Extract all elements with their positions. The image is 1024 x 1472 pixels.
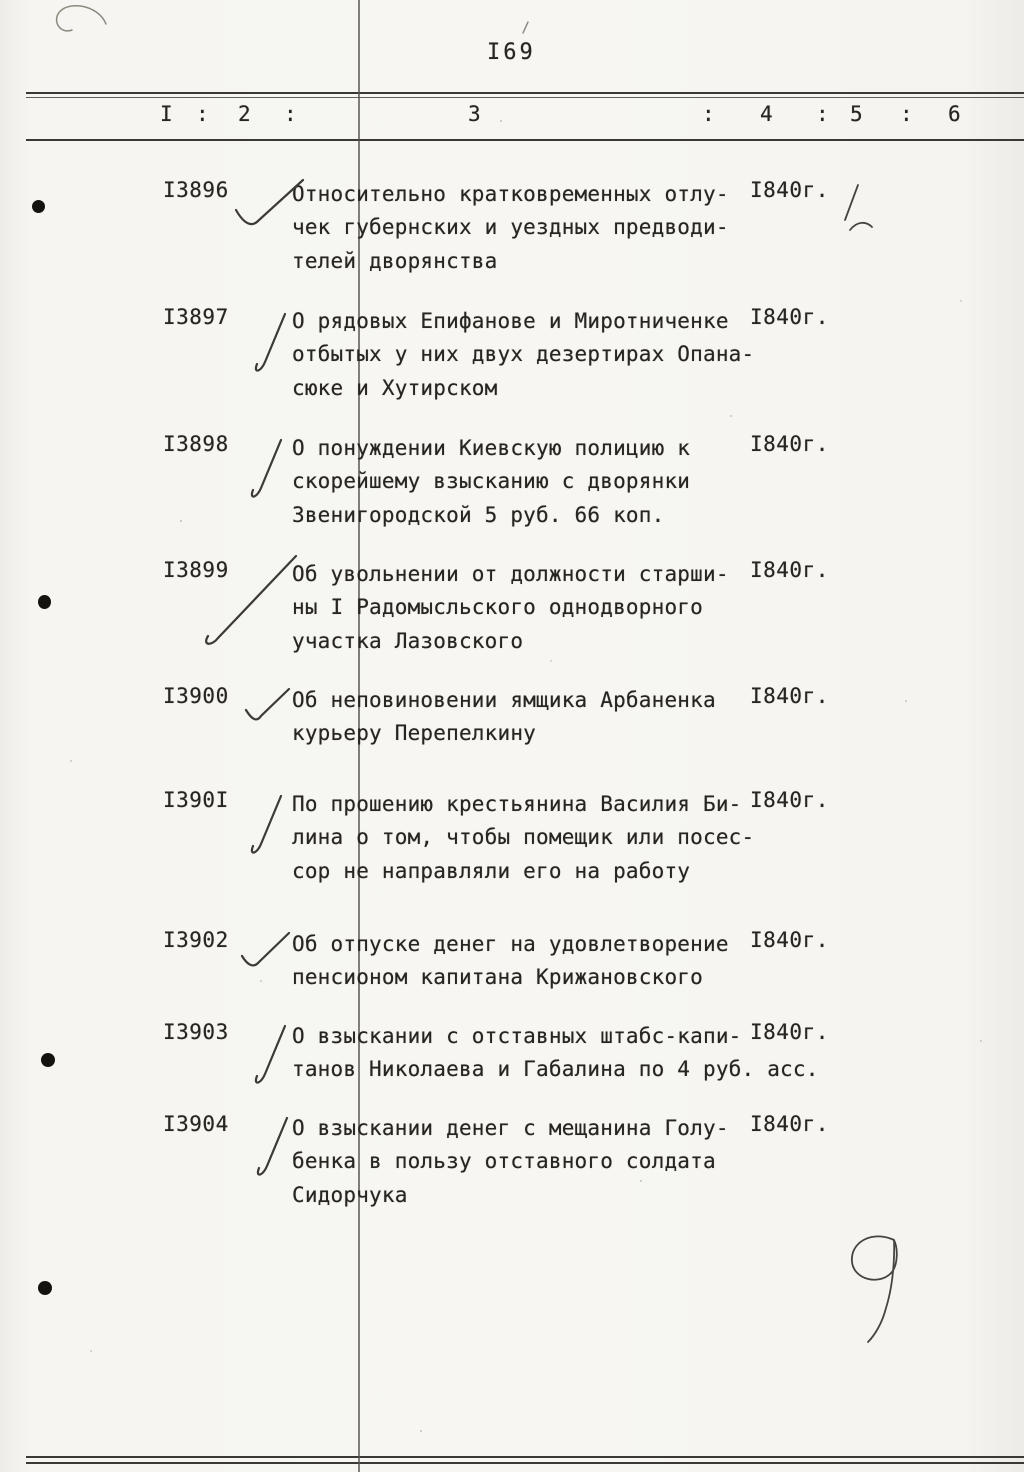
entry-year: I840г. [750,788,829,812]
top-rule-echo [26,97,1024,98]
header-bottom-rule [26,139,1024,141]
entry-number: I3899 [163,558,229,582]
column-separator: : [702,102,715,126]
ink-dot-icon [32,200,45,213]
entry-number: I3898 [163,432,229,456]
entry-number: I3897 [163,305,229,329]
column-header: 5 [850,102,863,126]
ink-dot-icon [41,1053,55,1067]
entry-description: Об увольнении от должности старши- ны I Радомысльского однодворного участка Лазовского [292,562,729,653]
entry-year: I840г. [750,432,829,456]
entry-year: I840г. [750,178,829,202]
checkmark-icon [248,794,284,860]
checkmark-icon [238,930,294,978]
checkmark-icon [252,1024,288,1090]
entry-year: I840г. [750,1020,829,1044]
entry-number: I3896 [163,178,229,202]
entry-description: О взыскании денег с мещанина Голу- бенка в пользу отставного солдата Сидорчука [292,1116,729,1207]
stray-dash-mark-icon [848,218,874,234]
pencil-squiggle-icon [48,0,112,44]
entry-description: О понуждении Киевскую полицию к скорейшему взысканию с дворянки Звенигородской 5 руб. 66 коп. [292,436,691,527]
entry-description: Об неповиновении ямщика Арбаненка курьеру Перепелкину [292,688,716,746]
column-header: 6 [948,102,961,126]
page-number: I69 [487,40,536,65]
column-separator: : [816,102,829,126]
ink-dot-icon [38,1281,52,1295]
entry-description: О взыскании с отставных штабс-капи- танов Николаева и Габалина по 4 руб. асс. [292,1024,819,1082]
entry-number: I3900 [163,684,229,708]
top-rule [26,92,1024,94]
checkmark-icon [242,686,294,732]
entry-description: Об отпуске денег на удовлетворение пенсионом капитана Крижановского [292,932,729,990]
entry-description: О рядовых Епифанове и Миротниченке отбытых у них двух дезертирах Опана- сюке и Хутирском [292,309,755,400]
entry-year: I840г. [750,928,829,952]
handwritten-numeral-9-icon [838,1232,924,1344]
entry-description: По прошению крестьянина Василия Би- лина о том, чтобы помещик или посес- сор не направляли его на работу [292,792,755,883]
ink-dot-icon [38,595,51,609]
entry-number: I390I [163,788,229,812]
entry-year: I840г. [750,305,829,329]
checkmark-icon [198,552,302,650]
column-header: 2 [238,102,251,126]
entry-number: I3902 [163,928,229,952]
entry-year: I840г. [750,684,829,708]
column-separator: : [284,102,297,126]
column-header: 3 [468,102,481,126]
entry-year: I840г. [750,1112,829,1136]
bottom-rule [26,1456,1024,1458]
column-header: I [160,102,173,126]
entry-number: I3903 [163,1020,229,1044]
column-separator: : [196,102,209,126]
scan-noise-specks [0,0,2,2]
entry-number: I3904 [163,1112,229,1136]
entry-year: I840г. [750,558,829,582]
checkmark-icon [248,438,284,504]
bottom-rule-echo [26,1462,1024,1464]
checkmark-icon [232,176,308,234]
tick-mark-icon [520,20,530,36]
column-header: 4 [760,102,773,126]
checkmark-icon [252,312,288,378]
entry-description: Относительно кратковременных отлу- чек губернских и уездных предводи- телей дворянства [292,182,729,273]
column-separator: : [900,102,913,126]
checkmark-icon [254,1116,290,1182]
